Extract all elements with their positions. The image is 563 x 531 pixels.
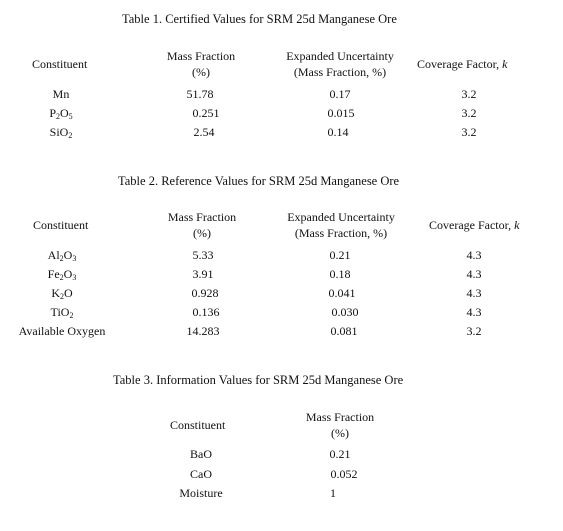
- table2-header-mass-fraction-line1: Mass Fraction: [167, 210, 237, 224]
- table3-header-mass-fraction-line1: Mass Fraction: [305, 410, 375, 424]
- table1-cell-mass: 0.251: [192, 106, 220, 120]
- table2-header-uncertainty: [287, 209, 395, 241]
- table2-cell-mass: 3.91: [192, 267, 214, 281]
- table2-cell-mass: 0.136: [192, 305, 220, 319]
- table2-cell-k: 3.2: [466, 324, 482, 338]
- table3-cell-mass: 0.052: [330, 467, 358, 481]
- table1-cell-k: 3.2: [461, 106, 477, 120]
- table1-header-mass-fraction: [167, 48, 235, 80]
- table2-cell-k: 4.3: [466, 267, 482, 281]
- table2-header-coverage-k: k: [514, 218, 520, 232]
- table1-header-constituent: Constituent: [32, 57, 88, 71]
- table1-header-uncertainty: [286, 48, 394, 80]
- table-row: TiO$_2$: [50, 305, 74, 320]
- table1-cell-k: 3.2: [461, 87, 477, 101]
- table3-header-constituent: Constituent: [170, 418, 226, 432]
- table3-cell-mass: 0.21: [329, 447, 351, 461]
- table2-cell-k: 4.3: [466, 286, 482, 300]
- table3-header-mass-fraction: [306, 409, 374, 441]
- table1-cell-uncertainty: 0.17: [329, 87, 351, 101]
- table3-caption: Table 3. Information Values for SRM 25d Manganese Ore: [113, 373, 404, 387]
- table2-cell-uncertainty: 0.030: [331, 305, 359, 319]
- table2-header-constituent: Constituent: [33, 218, 89, 232]
- table1-cell-mass: 2.54: [193, 125, 215, 139]
- table1-header-coverage-text: Coverage Factor,: [417, 57, 503, 71]
- table3-cell-mass: 1: [330, 486, 336, 500]
- table1-cell-k: 3.2: [461, 125, 477, 139]
- table2-cell-k: 4.3: [466, 248, 482, 262]
- table-row: BaO: [190, 447, 212, 461]
- table2-header-uncertainty-line1: Expanded Uncertainty: [287, 210, 395, 224]
- table2-cell-uncertainty: 0.041: [328, 286, 356, 300]
- table1-cell-uncertainty: 0.015: [327, 106, 355, 120]
- table3-header-mass-fraction-line2: (%): [330, 426, 349, 440]
- table1-cell-mass: 51.78: [186, 87, 214, 101]
- table1-header-uncertainty-line2: (Mass Fraction, %): [293, 65, 387, 79]
- table-row: $Al_2O_3$: [47, 248, 77, 263]
- table1-caption: Table 1. Certified Values for SRM 25d Manganese Ore: [122, 12, 397, 26]
- table-row: CaO: [190, 467, 212, 481]
- table2-cell-k: 4.3: [466, 305, 482, 319]
- table-row: $Fe_2O_3$: [47, 267, 77, 282]
- table2-cell-uncertainty: 0.18: [329, 267, 351, 281]
- table1-header-coverage-k: k: [502, 57, 508, 71]
- table-row: Mn: [52, 87, 70, 101]
- table2-cell-mass: 0.928: [191, 286, 219, 300]
- table1-cell-uncertainty: 0.14: [327, 125, 349, 139]
- table-row: $P_2O_5$: [49, 106, 73, 121]
- table2-header-mass-fraction-line2: (%): [192, 226, 211, 240]
- table1-header-mass-fraction-line1: Mass Fraction: [166, 49, 236, 63]
- table-row: SiO$_2$: [49, 125, 73, 140]
- table2-header-mass-fraction: [168, 209, 236, 241]
- table2-cell-uncertainty: 0.21: [329, 248, 351, 262]
- table1-header-coverage-factor: [417, 57, 507, 72]
- table2-cell-mass: 14.283: [186, 324, 220, 338]
- table2-header-coverage-factor: [429, 218, 519, 233]
- table-row: Moisture: [179, 486, 223, 500]
- table1-header-uncertainty-line1: Expanded Uncertainty: [286, 49, 394, 63]
- table2-header-coverage-text: Coverage Factor,: [429, 218, 515, 232]
- table2-header-uncertainty-line2: (Mass Fraction, %): [294, 226, 388, 240]
- table1-header-mass-fraction-line2: (%): [191, 65, 210, 79]
- table-row: $K_2O$: [51, 286, 73, 301]
- table2-caption: Table 2. Reference Values for SRM 25d Manganese Ore: [118, 174, 400, 188]
- table2-cell-mass: 5.33: [192, 248, 214, 262]
- table2-cell-uncertainty: 0.081: [330, 324, 358, 338]
- table-row: Available Oxygen: [18, 324, 106, 338]
